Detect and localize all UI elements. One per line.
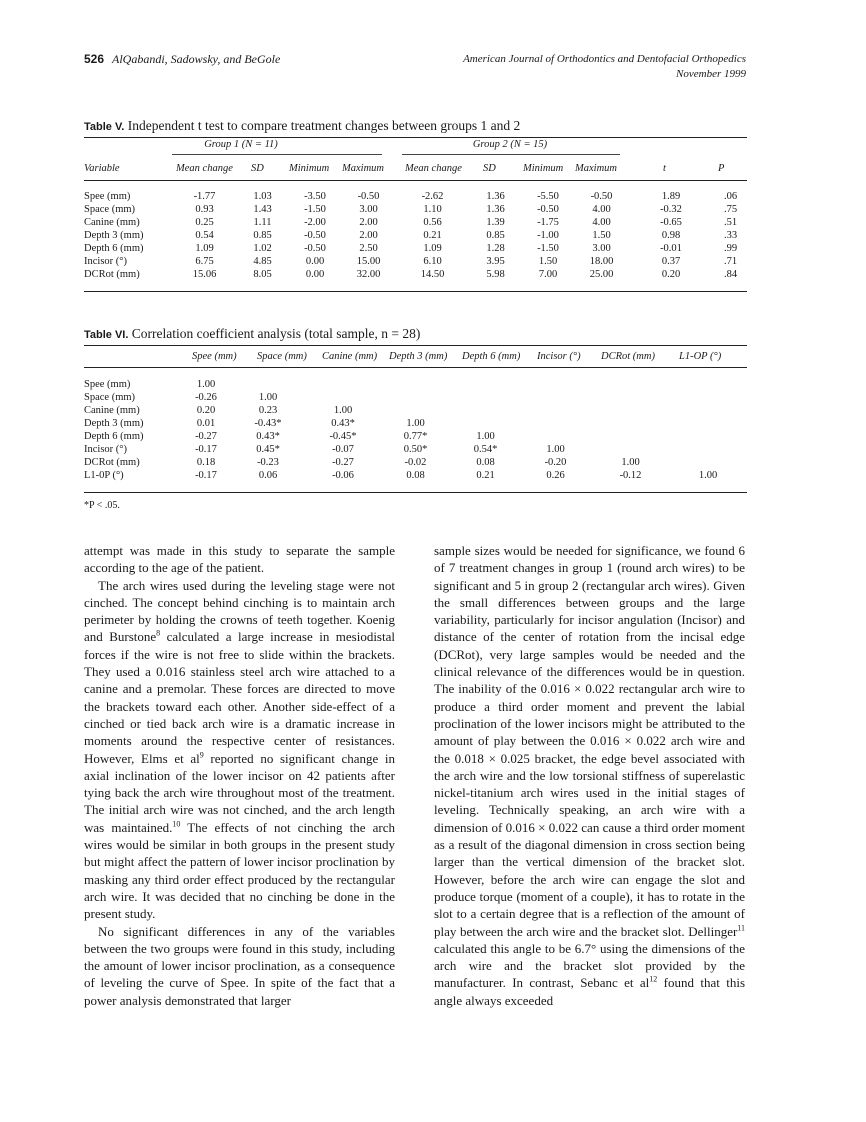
t6-col-l1op: L1-OP (°) [679,351,722,362]
table6-cell: -0.27 [332,457,354,468]
t5-col-max1: Maximum [342,163,384,174]
table6-row-label: L1-0P (°) [84,470,124,481]
table5-header-rule [84,180,747,181]
table5-cell: 4.00 [592,217,611,228]
table5-row [84,229,747,242]
table6-cell [593,417,668,430]
table5-cell: 5.98 [486,269,505,280]
t5-col-p: P [718,163,725,174]
table6-cell: 0.18 [196,457,216,468]
table6-cell: 0.20 [196,405,216,416]
t6-col-spee: Spee (mm) [192,351,237,362]
table5-body [84,190,747,281]
table6-cell: -0.45* [329,431,357,442]
table5-cell: -1.50 [304,204,326,215]
table5-cell: .99 [723,243,738,254]
table6-cell: 1.00 [196,379,216,390]
journal-title: American Journal of Orthodontics and Dentofacial Orthopedics [463,53,746,65]
table6-cell: 0.06 [258,470,278,481]
table5-row [84,216,747,229]
table5-cell: -0.50 [304,243,326,254]
table6-cell [668,456,748,469]
table6-cell [668,443,748,456]
table5-group2-rule [402,154,620,155]
table6-cell [453,378,518,391]
table6-cell [593,404,668,417]
table5-cell: -0.50 [537,204,559,215]
table6-cell [453,404,518,417]
table6-row-label: Depth 6 (mm) [84,431,144,442]
table5-cell: 2.50 [359,243,378,254]
table5-cell: .06 [723,191,738,202]
table5-cell: 1.10 [423,204,442,215]
table6-body [84,378,748,482]
table5-cell: -0.01 [660,243,682,254]
table6-cell: 0.26 [546,470,565,481]
t5-col-t: t [663,163,666,174]
table5-cell: -0.50 [357,191,380,202]
table5-row-label: Spee (mm) [84,191,131,202]
t5-col-sd1: SD [251,163,264,174]
table6-cell [228,378,308,391]
issue-date: November 1999 [676,68,746,80]
right-paragraph-1: sample sizes would be needed for significance, we found 6 of 7 treatment changes in group 1 (round arch wires) to be significant and 5 in group 2 (rectangular arch wires). Given the small differences between groups and the large variability, particularly for incisor angulation (Incisor) and distance of the center of rotation from the incisal edge (DCRot), very large samples would be needed and the clinical relevance of the differences would be in question. The inability of the 0.016 × 0.022 rectangular arch wire to produce a third order moment and prevent the labial proclination of the lower incisors might be attributed to the amount of play between the 0.016 × 0.022 arch wire and the 0.018 × 0.025 bracket, the edge bevel associated with the arch wire and the low torsional stiffness of superelastic nickel-titanium arch wires used in the initial stages of leveling. Technically speaking, an arch wire with a dimension of 0.016 × 0.022 can cause a third order moment as a result of the diagonal dimension in cross section being larger than the vertical dimension of the bracket slot. However, before the arch wire can engage the slot and produce torque (moment of a couple), it has to rotate in the slot to a certain degree that is a reflection of the amount of play between the arch wire and the bracket slot. Dellinger$^{11}$ calculated this angle to be 6.7° using the dimensions of the arch wire and the bracket slot provided by the manufacturer. In contrast, Sebanc et $al^{12}$ found that this angle always exceeded [434,543,746,1008]
table6-cell: 0.08 [406,470,425,481]
table6-cell: -0.27 [195,431,217,442]
t5-col-min1: Minimum [289,163,330,174]
table5-cell: 0.85 [253,230,272,241]
table6-cell: 1.00 [621,457,640,468]
table5-cell: 1.89 [661,191,681,202]
table5-cell: 1.50 [538,256,558,267]
table6-label: Table VI. [84,329,129,341]
table5-cell: 15.06 [192,269,217,280]
table5-cell: 0.37 [661,256,681,267]
table6-row [84,469,748,482]
table5-top-rule [84,137,747,138]
table6-header-rule [84,367,747,368]
table6-cell: -0.12 [619,470,642,481]
table5-cell: 0.21 [423,230,442,241]
table5-row [84,190,747,203]
table5-row-label: DCRot (mm) [84,269,140,280]
table5-row [84,242,747,255]
table6-cell: -0.20 [544,457,567,468]
table6-bottom-rule [84,492,747,493]
table6-row [84,404,748,417]
table6-cell: -0.02 [404,457,427,468]
table6-row [84,430,748,443]
t6-col-space: Space (mm) [257,351,307,362]
table6-cell: 0.54* [473,444,498,455]
table5-cell: 0.98 [661,230,681,241]
table5-group2-header: Group 2 (N = 15) [472,139,548,150]
table5-cell: 7.00 [538,269,558,280]
table5-cell: 1.39 [486,217,505,228]
table5-cell: 1.28 [486,243,505,254]
table5-cell: 1.50 [592,230,611,241]
table5-cell: 3.00 [359,204,378,215]
table6-cell [518,378,593,391]
table5-cell: 4.00 [592,204,611,215]
table6-cell [668,391,748,404]
table6-row [84,391,748,404]
table5-cell: .51 [723,217,738,228]
table5-cell: 4.85 [253,256,272,267]
table6-caption [84,326,420,342]
table6-cell [593,430,668,443]
table6-cell: 1.00 [406,418,425,429]
t6-col-incisor: Incisor (°) [537,351,581,362]
page-number: 526 [84,52,105,66]
body-column-right [434,542,745,1009]
table6-cell [518,404,593,417]
table5-cell: 1.36 [486,204,505,215]
table5-cell: 0.85 [486,230,505,241]
running-authors: AlQabandi, Sadowsky, and BeGole [112,52,281,66]
table5-cell: 0.25 [195,217,214,228]
table5-group1-header: Group 1 (N = 11) [204,139,278,150]
table5-cell: 0.00 [305,256,325,267]
table5-cell: 1.09 [423,243,442,254]
table6-row-label: Spee (mm) [84,379,131,390]
table6-cell: 1.00 [476,431,495,442]
table5-cell: 32.00 [356,269,381,280]
table6-footnote: *P < .05. [84,500,120,511]
table6-cell: -0.17 [195,444,217,455]
table6-cell [378,378,453,391]
table6-cell [308,378,378,391]
table5-row-label: Depth 6 (mm) [84,243,144,254]
t6-col-canine: Canine (mm) [322,351,378,362]
table5-cell: -2.00 [304,217,326,228]
t5-col-mean1: Mean change [176,163,233,174]
table5-cell: 18.00 [589,256,614,267]
t5-col-sd2: SD [483,163,496,174]
t5-col-mean2: Mean change [405,163,462,174]
table6-cell [593,443,668,456]
table5-cell: 15.00 [356,256,381,267]
table6-cell [453,417,518,430]
table6-cell [453,391,518,404]
table6-cell: -0.26 [195,392,217,403]
table5-cell: -0.50 [304,230,326,241]
table6-cell: 0.21 [476,470,495,481]
table6-cell: 0.43* [331,418,355,429]
table6-title: Correlation coefficient analysis (total sample, n = 28) [131,326,421,341]
table5-group1-rule [172,154,382,155]
table6-cell [378,391,453,404]
table6-cell [668,417,748,430]
table5-cell: 6.10 [423,256,442,267]
table5-cell: 0.20 [661,269,681,280]
table5-cell: -1.77 [193,191,216,202]
table6-cell: 0.43* [256,431,280,442]
table6-cell [308,391,378,404]
table5-cell: -0.65 [660,217,682,228]
table6-row-label: DCRot (mm) [84,457,140,468]
table5-cell: -5.50 [537,191,559,202]
t5-col-variable: Variable [84,163,120,174]
table5-cell: 2.00 [359,217,378,228]
table6-cell: 1.00 [333,405,353,416]
left-paragraph-1: attempt was made in this study to separate the sample according to the age of the patient. [84,543,395,576]
table6-cell [668,430,748,443]
table5-cell: 0.93 [195,204,214,215]
table6-cell: 1.00 [698,470,718,481]
table5-cell: 1.03 [253,191,272,202]
table6-cell: 0.77* [403,431,428,442]
table5-cell: 1.43 [253,204,272,215]
table5-cell: 14.50 [420,269,445,280]
t5-col-min2: Minimum [523,163,564,174]
table5-cell: 1.02 [253,243,272,254]
table5-cell: 3.00 [592,243,611,254]
body-column-left [84,542,395,1009]
table5-row-label: Depth 3 (mm) [84,230,144,241]
table5-row-label: Canine (mm) [84,217,140,228]
table5-cell: .75 [723,204,738,215]
table6-cell [518,391,593,404]
table5-bottom-rule [84,291,747,292]
table5-cell: 0.56 [423,217,442,228]
table6-cell [668,404,748,417]
table5-cell: 1.11 [253,217,272,228]
table6-cell [668,378,748,391]
t6-col-depth6: Depth 6 (mm) [462,351,521,362]
table6-row [84,443,748,456]
table6-row-label: Incisor (°) [84,444,127,455]
table6-cell: -0.23 [257,457,279,468]
table5-cell: 1.36 [486,191,505,202]
table5-cell: -1.00 [537,230,559,241]
table6-cell [593,378,668,391]
table5-row [84,268,747,281]
table6-cell [593,391,668,404]
table5-cell: .84 [723,269,738,280]
table5-cell: -2.62 [421,191,444,202]
table5-cell: 0.54 [195,230,214,241]
table5-cell: -0.50 [590,191,613,202]
table5-cell: -0.32 [660,204,682,215]
table5-cell: 3.95 [486,256,505,267]
t6-col-depth3: Depth 3 (mm) [389,351,448,362]
table5-cell: -3.50 [304,191,326,202]
table6-cell: -0.07 [332,444,354,455]
table5-row-label: Space (mm) [84,204,136,215]
table6-cell: 0.23 [258,405,278,416]
table5-cell: 6.75 [195,256,214,267]
table6-cell [518,417,593,430]
table5-cell: .33 [723,230,738,241]
table5-label: Table V. [84,121,125,133]
table5-cell: 8.05 [253,269,272,280]
table6-cell: 1.00 [258,392,278,403]
table5-cell: .71 [723,256,738,267]
running-journal [463,52,746,82]
table6-cell: 1.00 [546,444,565,455]
table5-cell: 1.09 [195,243,214,254]
table6-row [84,456,748,469]
table5-row [84,255,747,268]
table5-cell: 25.00 [589,269,614,280]
table6-cell: 0.45* [256,444,280,455]
table5-cell: -1.50 [537,243,559,254]
table6-cell: -0.17 [195,470,217,481]
table6-row [84,417,748,430]
left-paragraph-2: The arch wires used during the leveling stage were not cinched. The concept behind cinching is to maintain arch perimeter by holding the crowns of teeth together. Koenig and Burstone$^8$ calculated a large increase in mesiodistal forces if the wire is not free to slide within the brackets. They used a 0.016 stainless steel arch wire attached to a canine and a premolar. These forces are directed to move the brackets toward each other. Another side-effect of a cinched or tied back arch wire is a dramatic increase in moments around the respective center of resistances. However, Elms et $al^9$ reported no significant change in axial inclination of the lower incisor on 42 patients after tying back the arch wire throughout most of the treatment. The initial arch wire was not cinched, and the arch length was maintained.$^{10}$ The effects of not cinching the arch wires would be similar in both groups in the present study but might affect the pattern of lower incisor proclination by masking any third order effect produced by the rectangular arch wire. It was decided that no cinching be done in the present study. [84,577,395,922]
t5-col-max2: Maximum [575,163,617,174]
table6-cell: 0.08 [476,457,495,468]
left-paragraph-3: No significant differences in any of the variables between the two groups were found in this study, including the amount of lower incisor proclination, as a consequence of leveling the curve of Spee. In spite of the fact that a power analysis demonstrated that larger [84,923,395,1008]
table5-row-label: Incisor (°) [84,256,127,267]
table6-top-rule [84,345,747,346]
table6-cell: 0.01 [196,418,216,429]
table5-cell: 0.00 [305,269,325,280]
table6-cell [378,404,453,417]
table6-cell: 0.50* [403,444,428,455]
table6-cell: -0.43* [254,418,282,429]
table6-row [84,378,748,391]
table5-title: Independent t test to compare treatment changes between groups 1 and 2 [127,118,521,133]
table5-cell: -1.75 [537,217,559,228]
table6-cell: -0.06 [332,470,354,481]
table5-caption [84,118,520,134]
table6-row-label: Space (mm) [84,392,136,403]
table6-row-label: Canine (mm) [84,405,140,416]
table5-cell: 2.00 [359,230,378,241]
t6-col-dcrot: DCRot (mm) [601,351,655,362]
table6-row-label: Depth 3 (mm) [84,418,144,429]
table5-row [84,203,747,216]
table6-cell [518,430,593,443]
